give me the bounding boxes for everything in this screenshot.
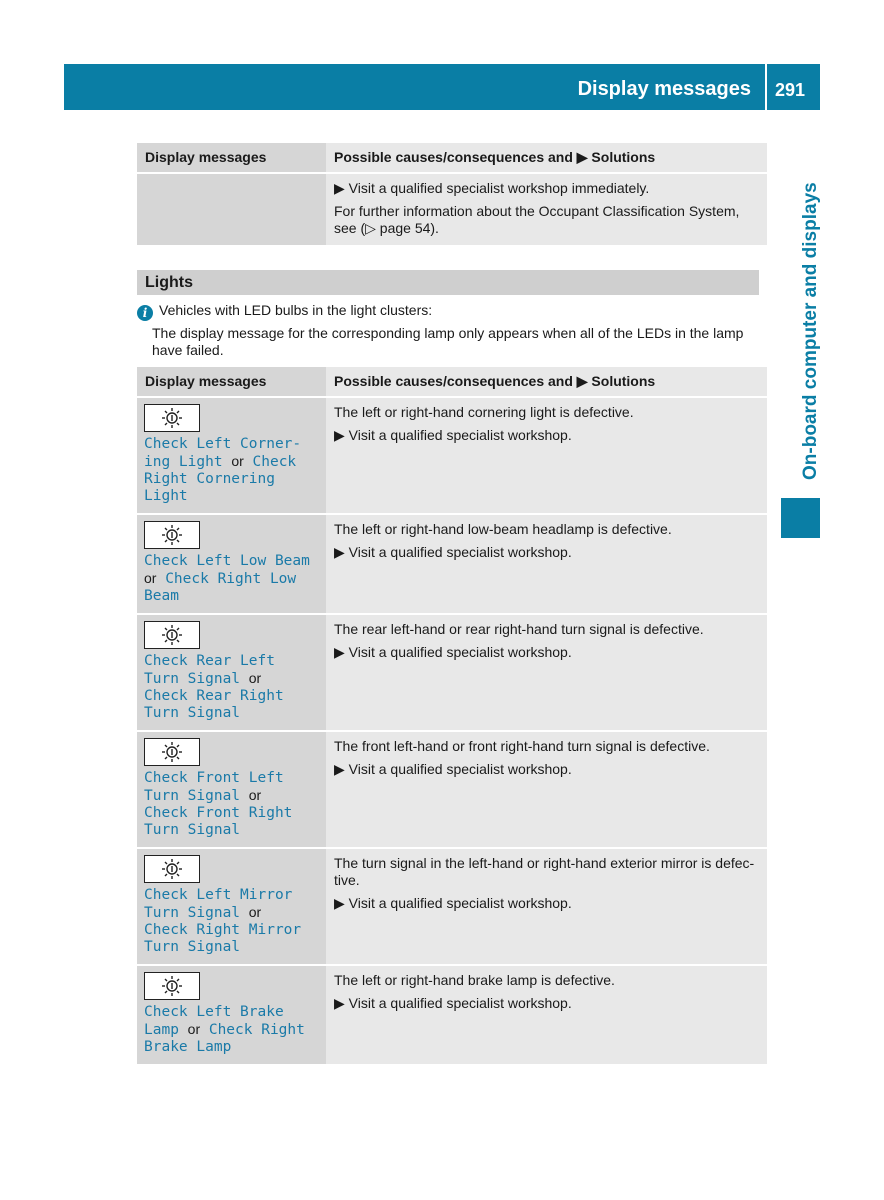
table-row	[137, 614, 767, 731]
message-text-2: Check Front Right Turn Signal	[144, 805, 293, 838]
cause-cell	[326, 514, 767, 614]
or-text: or	[248, 787, 262, 803]
header-title: Display messages	[577, 78, 751, 100]
message-cell	[137, 173, 326, 245]
lamp-indicator	[144, 621, 200, 649]
message-text-2: Check Right Cornering Light	[144, 454, 297, 504]
solution-text: ▶ Visit a qualified specialist workshop.	[334, 761, 572, 777]
lamp-icon	[159, 740, 185, 764]
message-text-1: Check Left Corner- ing Light	[144, 436, 302, 470]
display-message	[144, 653, 319, 722]
lamp-indicator	[144, 404, 200, 432]
display-message	[144, 1004, 319, 1056]
solution-text: ▶ Visit a qualified specialist workshop immediately.	[334, 180, 650, 196]
message-text-1: Check Front Left Turn Signal	[144, 770, 284, 804]
cause-cell	[326, 173, 767, 245]
lamp-icon	[159, 523, 185, 547]
solution-text: ▶ Visit a qualified specialist workshop.	[334, 895, 572, 911]
section-title: Lights	[137, 270, 759, 295]
page-number-box	[767, 64, 820, 110]
table-row	[137, 848, 767, 965]
table-row	[137, 173, 767, 245]
solution-text: ▶ Visit a qualified specialist workshop.	[334, 427, 572, 443]
chapter-marker	[781, 498, 820, 538]
cause-text: The left or right-hand low-beam headlamp is defective.	[334, 521, 672, 537]
table-row	[137, 514, 767, 614]
solution-text: ▶ Visit a qualified specialist workshop.	[334, 995, 572, 1011]
column-header-causes-solutions: Possible causes/consequences and ▶ Solutions	[326, 367, 767, 397]
lamp-indicator	[144, 521, 200, 549]
message-cell	[137, 731, 326, 848]
cause-cell	[326, 848, 767, 965]
lights-table	[137, 367, 767, 1064]
header-bar	[64, 64, 765, 110]
page-header	[64, 64, 820, 110]
cause-text: The rear left-hand or rear right-hand turn signal is defective.	[334, 621, 704, 637]
cause-cell	[326, 965, 767, 1064]
table-row	[137, 965, 767, 1064]
cause-text: The left or right-hand cornering light is defective.	[334, 404, 634, 420]
table-row	[137, 397, 767, 514]
or-text: or	[248, 670, 262, 686]
message-cell	[137, 965, 326, 1064]
message-text-2: Check Right Brake Lamp	[144, 1022, 305, 1055]
message-text-2: Check Right Mirror Turn Signal	[144, 922, 302, 955]
lamp-icon	[159, 857, 185, 881]
message-text-1: Check Left Low Beam	[144, 553, 310, 569]
or-text: or	[231, 453, 244, 469]
page-number: 291	[775, 80, 806, 100]
chapter-tab	[774, 160, 828, 490]
lamp-indicator	[144, 738, 200, 766]
message-cell	[137, 848, 326, 965]
lamp-icon	[159, 974, 185, 998]
info-icon: i	[137, 305, 153, 321]
column-header-causes-solutions: Possible causes/consequences and ▶ Solutions	[326, 143, 767, 173]
cause-cell	[326, 614, 767, 731]
or-text: or	[187, 1021, 201, 1037]
message-cell	[137, 614, 326, 731]
display-message	[144, 887, 319, 956]
message-text-2: Check Rear Right Turn Signal	[144, 688, 284, 721]
message-text-2: Check Right Low Beam	[144, 571, 297, 604]
message-cell	[137, 397, 326, 514]
note-line1: Vehicles with LED bulbs in the light clusters:	[159, 302, 433, 318]
column-header-display-messages: Display messages	[137, 143, 326, 173]
message-text-1: Check Left Mirror Turn Signal	[144, 887, 293, 921]
info-text: For further information about the Occupant Classification System, see (▷ page 54).	[334, 203, 740, 236]
lamp-indicator	[144, 972, 200, 1000]
cause-cell	[326, 731, 767, 848]
lamp-indicator	[144, 855, 200, 883]
message-text-1: Check Left Brake Lamp	[144, 1004, 284, 1038]
cause-cell	[326, 397, 767, 514]
display-message	[144, 436, 319, 505]
solution-text: ▶ Visit a qualified specialist workshop.	[334, 544, 572, 560]
message-cell	[137, 514, 326, 614]
message-text-1: Check Rear Left Turn Signal	[144, 653, 275, 687]
lamp-icon	[159, 623, 185, 647]
cause-text: The turn signal in the left-hand or right-hand exterior mirror is defec- tive.	[334, 855, 755, 888]
cause-text: The front left-hand or front right-hand turn signal is defective.	[334, 738, 710, 754]
info-note	[137, 302, 767, 359]
note-line2: The display message for the corresponding lamp only appears when all of the LEDs in the lamp have failed.	[152, 325, 744, 358]
or-text: or	[144, 570, 157, 586]
cause-text: The left or right-hand brake lamp is defective.	[334, 972, 615, 988]
or-text: or	[248, 904, 262, 920]
solution-text: ▶ Visit a qualified specialist workshop.	[334, 644, 572, 660]
table-row	[137, 731, 767, 848]
lamp-icon	[159, 406, 185, 430]
chapter-title: On-board computer and displays	[800, 182, 821, 480]
table-continuation	[137, 143, 767, 245]
display-message	[144, 553, 319, 605]
display-message	[144, 770, 319, 839]
column-header-display-messages: Display messages	[137, 367, 326, 397]
